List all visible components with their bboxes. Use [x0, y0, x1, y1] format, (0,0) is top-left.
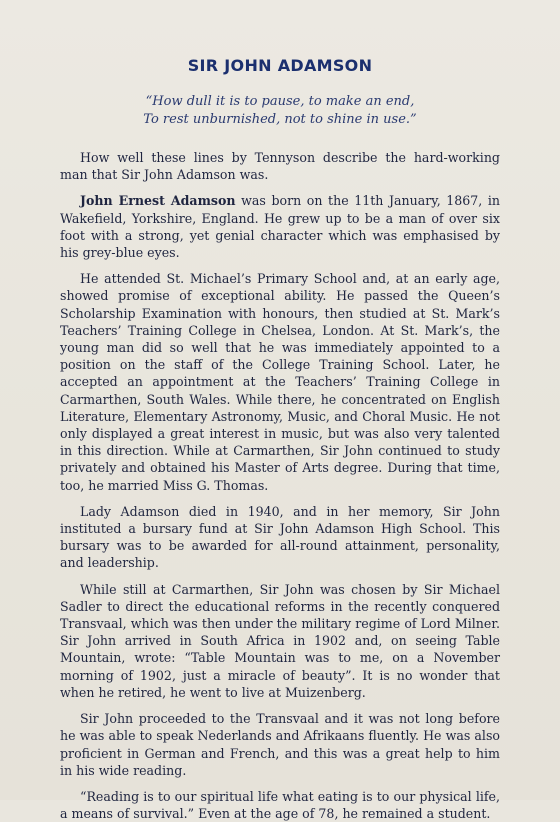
paragraph-5 [60, 581, 500, 701]
paragraph-6 [60, 710, 500, 779]
paragraph-3 [60, 270, 500, 494]
paragraph-7 [60, 788, 500, 822]
paragraph-6-text: Sir John proceeded to the Transvaal and it was not long before he was able to speak Nederlands and Afrikaans fluently. He was also proficient in German and French, and this was a great help to him in his wide reading. [60, 711, 500, 778]
paragraph-4 [60, 503, 500, 572]
paragraph-1-text: How well these lines by Tennyson describe the hard-working man that Sir John Adamson was. [60, 150, 500, 183]
paragraph-2-text: was born on the 11th January, 1867, in Wakefield, Yorkshire, England. He grew up to be a man of over six foot with a strong, yet genial character which was emphasised by his grey-blue eyes. [60, 193, 501, 261]
epigraph [60, 93, 500, 129]
paragraph-4-text: Lady Adamson died in 1940, and in her memory, Sir John instituted a bursary fund at Sir John Adamson High School. This bursary was to be awarded for all-round attainment, personality, and leadership. [60, 503, 500, 571]
epigraph-line-1: “How dull it is to pause, to make an end, [145, 94, 415, 109]
paragraph-5-text: While still at Carmarthen, Sir John was chosen by Sir Michael Sadler to direct the educational reforms in the recently conquered Transvaal, which was then under the military regime of Lord Milner. Sir John arrived in South Africa in 1902 and, on seeing Table Mountain, wrote: “Table Mountain was to me, on a November morning of 1902, just a miracle of beauty”. It is no wonder that when he retired, he went to live at Muizenberg. [60, 581, 500, 700]
paragraph-1 [60, 149, 500, 183]
epigraph-line-2: To rest unburnished, not to shine in use.” [143, 112, 417, 127]
page-title: SIR JOHN ADAMSON [187, 56, 373, 75]
paragraph-7-text: “Reading is to our spiritual life what eating is to our physical life, a means of survival.” Even at the age of 78, he remained a student. [60, 788, 500, 822]
paragraph-3-text: He attended St. Michael’s Primary School and, at an early age, showed promise of exceptional ability. He passed the Queen’s Scholarship Examination with honours, then studied at St. Mark’s Teachers’ Training College in Chelsea, London. At St. Mark’s, the young man did so well that he was immediately appointed to a position on the staff of the College Training School. Later, he accepted an appointment at the Teachers’ Training College in Carmarthen, South Wales. While there, he concentrated on English Literature, Elementary Astronomy, Music, and Choral Music. He not only displayed a great interest in music, but was also very talented in this direction. While at Carmarthen, Sir John continued to study privately and obtained his Master of Arts degree. During that time, too, he married Miss G. Thomas. [60, 271, 500, 493]
paragraph-2 [60, 192, 500, 261]
paragraph-2-lead: John Ernest Adamson [80, 193, 236, 209]
